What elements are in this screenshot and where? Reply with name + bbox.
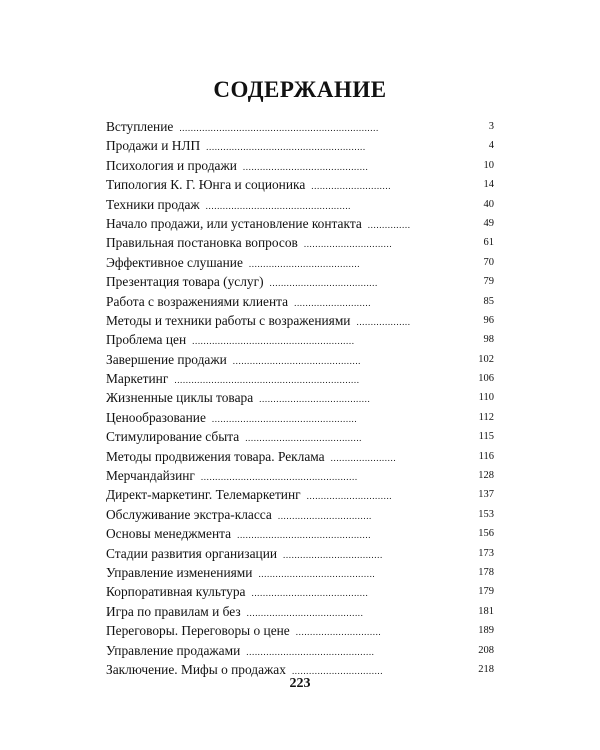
toc-entry (106, 156, 494, 175)
toc-dot-leader: ............................................. (246, 646, 375, 657)
toc-entry-title: Заключение. Мифы о продажах (106, 661, 286, 677)
toc-entry-title: Методы продвижения товара. Реклама (106, 448, 325, 464)
toc-entry-page: 98 (483, 334, 494, 346)
toc-entry (106, 485, 494, 504)
toc-entry (106, 466, 494, 485)
toc-dot-leader: ...................................................................... (179, 123, 379, 133)
toc-dot-leader: ............................................ (242, 161, 369, 172)
toc-entry (106, 253, 494, 272)
toc-entry-page: 10 (483, 159, 494, 171)
toc-entry (106, 292, 494, 311)
toc-entry-page: 218 (478, 663, 494, 675)
toc-entry-page: 14 (483, 179, 494, 191)
toc-dot-leader: ......................................... (245, 433, 363, 444)
toc-entry (106, 408, 494, 427)
toc-entry-page: 116 (478, 450, 494, 462)
toc-dot-leader: ............................................. (232, 355, 362, 366)
toc-entry (106, 544, 494, 563)
toc-entry-page: 79 (483, 276, 494, 288)
toc-entry-title: Психология и продажи (106, 157, 237, 173)
toc-entry-title: Типология К. Г. Юнга и соционика (106, 177, 306, 193)
toc-entry (106, 621, 494, 640)
toc-entry-page: 112 (478, 411, 494, 423)
toc-entry (106, 369, 494, 388)
toc-entry (106, 427, 494, 446)
toc-dot-leader: ......................................... (258, 568, 376, 579)
toc-entry (106, 272, 494, 291)
toc-entry (106, 311, 494, 330)
toc-dot-leader: ................... (356, 316, 411, 327)
toc-entry-title: Директ-маркетинг. Телемаркетинг (106, 487, 301, 503)
toc-dot-leader: ............... (367, 219, 411, 230)
toc-entry-page: 96 (483, 314, 494, 326)
toc-entry-title: Методы и техники работы с возражениями (106, 312, 351, 328)
page-title: СОДЕРЖАНИЕ (213, 77, 387, 103)
toc-dot-leader: ......................................................... (192, 336, 355, 347)
toc-entry-page: 128 (478, 470, 494, 482)
toc-dot-leader: ........................................................ (206, 142, 366, 153)
toc-dot-leader: ......................................... (251, 588, 369, 599)
toc-dot-leader: ....................................................... (200, 472, 358, 483)
toc-entry-title: Правильная постановка вопросов (106, 235, 298, 251)
toc-entry-page: 49 (483, 217, 494, 229)
toc-entry (106, 117, 494, 136)
toc-entry-page: 173 (478, 547, 494, 559)
toc-dot-leader: ....................... (330, 452, 397, 463)
toc-entry-page: 40 (483, 198, 494, 210)
toc-entry-page: 106 (478, 373, 494, 385)
toc-entry-page: 61 (483, 237, 494, 249)
toc-entry-title: Управление продажами (106, 642, 241, 658)
toc-entry-title: Эффективное слушание (106, 254, 243, 270)
table-of-contents (106, 117, 494, 679)
toc-dot-leader: ...................................... (269, 278, 378, 289)
toc-entry (106, 563, 494, 582)
toc-entry-title: Начало продажи, или установление контакта (106, 215, 362, 231)
toc-dot-leader: .............................. (306, 491, 393, 502)
toc-dot-leader: ......................................... (246, 607, 364, 618)
toc-entry-title: Работа с возражениями клиента (106, 293, 289, 309)
toc-dot-leader: ........................... (294, 297, 372, 308)
toc-entry-title: Стадии развития организации (106, 545, 278, 561)
toc-dot-leader: ................................................................. (174, 375, 360, 386)
toc-entry-page: 156 (478, 528, 494, 540)
toc-entry (106, 175, 494, 194)
toc-entry-page: 85 (483, 295, 494, 307)
toc-entry (106, 233, 494, 252)
toc-entry-title: Ценообразование (106, 409, 206, 425)
toc-dot-leader: ............................... (303, 239, 393, 250)
toc-entry-page: 115 (478, 431, 494, 443)
toc-entry (106, 350, 494, 369)
toc-entry-page: 181 (478, 605, 494, 617)
toc-dot-leader: ................................................... (211, 413, 358, 424)
toc-entry-title: Проблема цен (106, 332, 187, 348)
toc-dot-leader: ....................................... (259, 394, 371, 405)
toc-entry-page: 3 (488, 121, 494, 132)
toc-entry-page: 179 (478, 586, 494, 598)
toc-entry (106, 641, 494, 660)
page-number: 223 (289, 676, 311, 691)
toc-entry (106, 195, 494, 214)
toc-entry-title: Обслуживание экстра-класса (106, 506, 272, 522)
toc-entry-title: Игра по правилам и без (106, 603, 241, 619)
toc-entry (106, 505, 494, 524)
toc-entry-page: 137 (478, 489, 494, 501)
toc-entry-page: 153 (478, 508, 494, 520)
toc-entry-page: 208 (478, 644, 494, 656)
toc-entry (106, 388, 494, 407)
toc-dot-leader: .............................. (295, 627, 382, 638)
toc-entry (106, 136, 494, 155)
toc-entry-page: 70 (483, 256, 494, 268)
toc-entry-title: Маркетинг (106, 371, 169, 387)
toc-entry (106, 582, 494, 601)
toc-dot-leader: ....................................... (248, 258, 361, 269)
toc-entry-title: Основы менеджмента (106, 526, 232, 542)
toc-dot-leader: ................................ (291, 665, 384, 676)
toc-entry-title: Жизненные циклы товара (106, 390, 254, 406)
toc-entry-title: Стимулирование сбыта (106, 429, 240, 445)
toc-dot-leader: ................................... (283, 549, 383, 560)
toc-entry-title: Управление изменениями (106, 564, 253, 580)
toc-dot-leader: ................................. (277, 510, 372, 521)
toc-entry (106, 447, 494, 466)
toc-entry (106, 602, 494, 621)
toc-dot-leader: ............................................... (237, 530, 372, 541)
toc-entry-title: Продажи и НЛП (106, 138, 201, 154)
toc-entry-title: Корпоративная культура (106, 584, 246, 600)
toc-dot-leader: ............................ (311, 181, 392, 192)
toc-entry (106, 524, 494, 543)
toc-entry-title: Техники продаж (106, 196, 200, 212)
toc-entry-page: 102 (478, 353, 494, 365)
toc-entry-page: 4 (488, 140, 494, 152)
toc-entry-page: 110 (478, 392, 494, 404)
toc-entry-title: Переговоры. Переговоры о цене (106, 623, 290, 639)
toc-entry (106, 330, 494, 349)
toc-entry-page: 178 (478, 566, 494, 578)
toc-entry (106, 214, 494, 233)
toc-entry-page: 189 (478, 625, 494, 637)
toc-entry-title: Вступление (106, 119, 174, 134)
toc-entry-title: Мерчандайзинг (106, 468, 195, 484)
toc-entry-title: Завершение продажи (106, 351, 227, 367)
toc-entry-title: Презентация товара (услуг) (106, 274, 264, 290)
toc-dot-leader: ................................................... (205, 200, 352, 211)
